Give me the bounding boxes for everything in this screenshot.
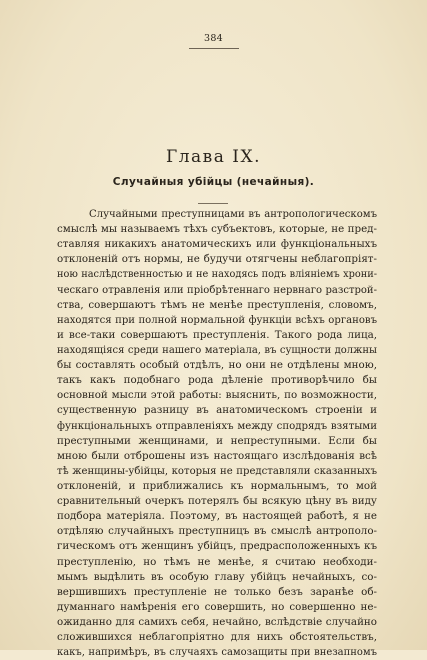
header-rule — [189, 48, 239, 49]
text-line: мымъ выдѣлить въ особую главу убійцъ нечайныхъ, со- — [57, 570, 377, 583]
text-line: отклоненій отъ нормы, не будучи отягчены неблагопріят- — [57, 253, 377, 266]
text-line: гическомъ отъ женщинъ убійцъ, предрасположенныхъ къ — [57, 540, 377, 553]
text-line: подбора матеріяла. Поэтому, въ настоящей работѣ, я не — [57, 510, 377, 523]
text-line: вершившихъ преступленіе не только безъ заранѣе об- — [57, 585, 377, 598]
text-line: функціональныхъ отправленіяхъ между сподрядъ взятыми — [57, 420, 377, 432]
text-line: преступными женщинами, и непреступными. Если бы — [57, 434, 377, 447]
text-line: бы составлять особый отдѣлъ, но они не отдѣлены мною, — [57, 359, 377, 372]
text-line: отклоненій, и приближались къ нормальнымъ, то мой — [57, 479, 377, 492]
text-line: преступленію, но тѣмъ не менѣе, я считаю необходи- — [57, 555, 377, 568]
text-line: сложившихся неблагопріятно для нихъ обстоятельствъ, — [57, 631, 377, 644]
title-rule — [198, 203, 228, 204]
page-number: 384 — [203, 33, 224, 44]
text-line: и все-таки совершаютъ преступленія. Такого рода лица, — [57, 328, 377, 341]
text-line: какъ, напримѣръ, въ случаяхъ самозащиты при внезапномъ — [57, 647, 377, 659]
text-line: ческаго отравленія или пріобрѣтеннаго нервнаго разстрой- — [57, 284, 377, 296]
text-line: существенную разницу въ анатомическомъ строеніи и — [57, 404, 377, 417]
text-line: мною были отброшены изъ настоящаго изслѣдованія всѣ — [57, 449, 377, 462]
text-line: сравнительный очеркъ потерялъ бы всякую цѣну въ виду — [57, 495, 377, 508]
text-line: ожиданно для самихъ себя, нечайно, вслѣдствіе случайно — [57, 615, 377, 628]
text-line: находящіяся среди нашего матеріала, въ сущности должны — [57, 344, 377, 356]
text-line: основной мысли этой работы: выяснить, по возможности, — [57, 389, 377, 402]
text-line: находятся при полной нормальной функціи всѣхъ органовъ — [57, 314, 377, 326]
chapter-subtitle: Случайныя убійцы (нечайныя). — [112, 176, 315, 188]
text-line: думаннаго намѣренія его совершить, но совершенно не- — [57, 600, 377, 613]
chapter-title: Глава IX. — [165, 147, 262, 167]
text-line: Случайными преступницами въ антропологическомъ — [89, 209, 377, 220]
text-line: тѣ женщины-убійцы, которыя не представляли сказанныхъ — [57, 465, 377, 477]
body-paragraph — [57, 207, 377, 660]
text-line: ставляя никакихъ анатомическихъ или функціональныхъ — [57, 238, 377, 251]
text-line: смыслѣ мы называемъ тѣхъ субъектовъ, которые, не пред- — [57, 223, 377, 236]
text-line: ства, совершаютъ тѣмъ не менѣе преступленія, словомъ, — [57, 298, 377, 311]
text-line: такъ какъ подобнаго рода дѣленіе противорѣчило бы — [57, 374, 377, 387]
text-line: отдѣляю случайныхъ преступницъ въ смыслѣ антрополо- — [57, 525, 377, 538]
text-line: ною наслѣдственностью и не находясь подъ вліяніемъ хрони- — [57, 269, 377, 281]
